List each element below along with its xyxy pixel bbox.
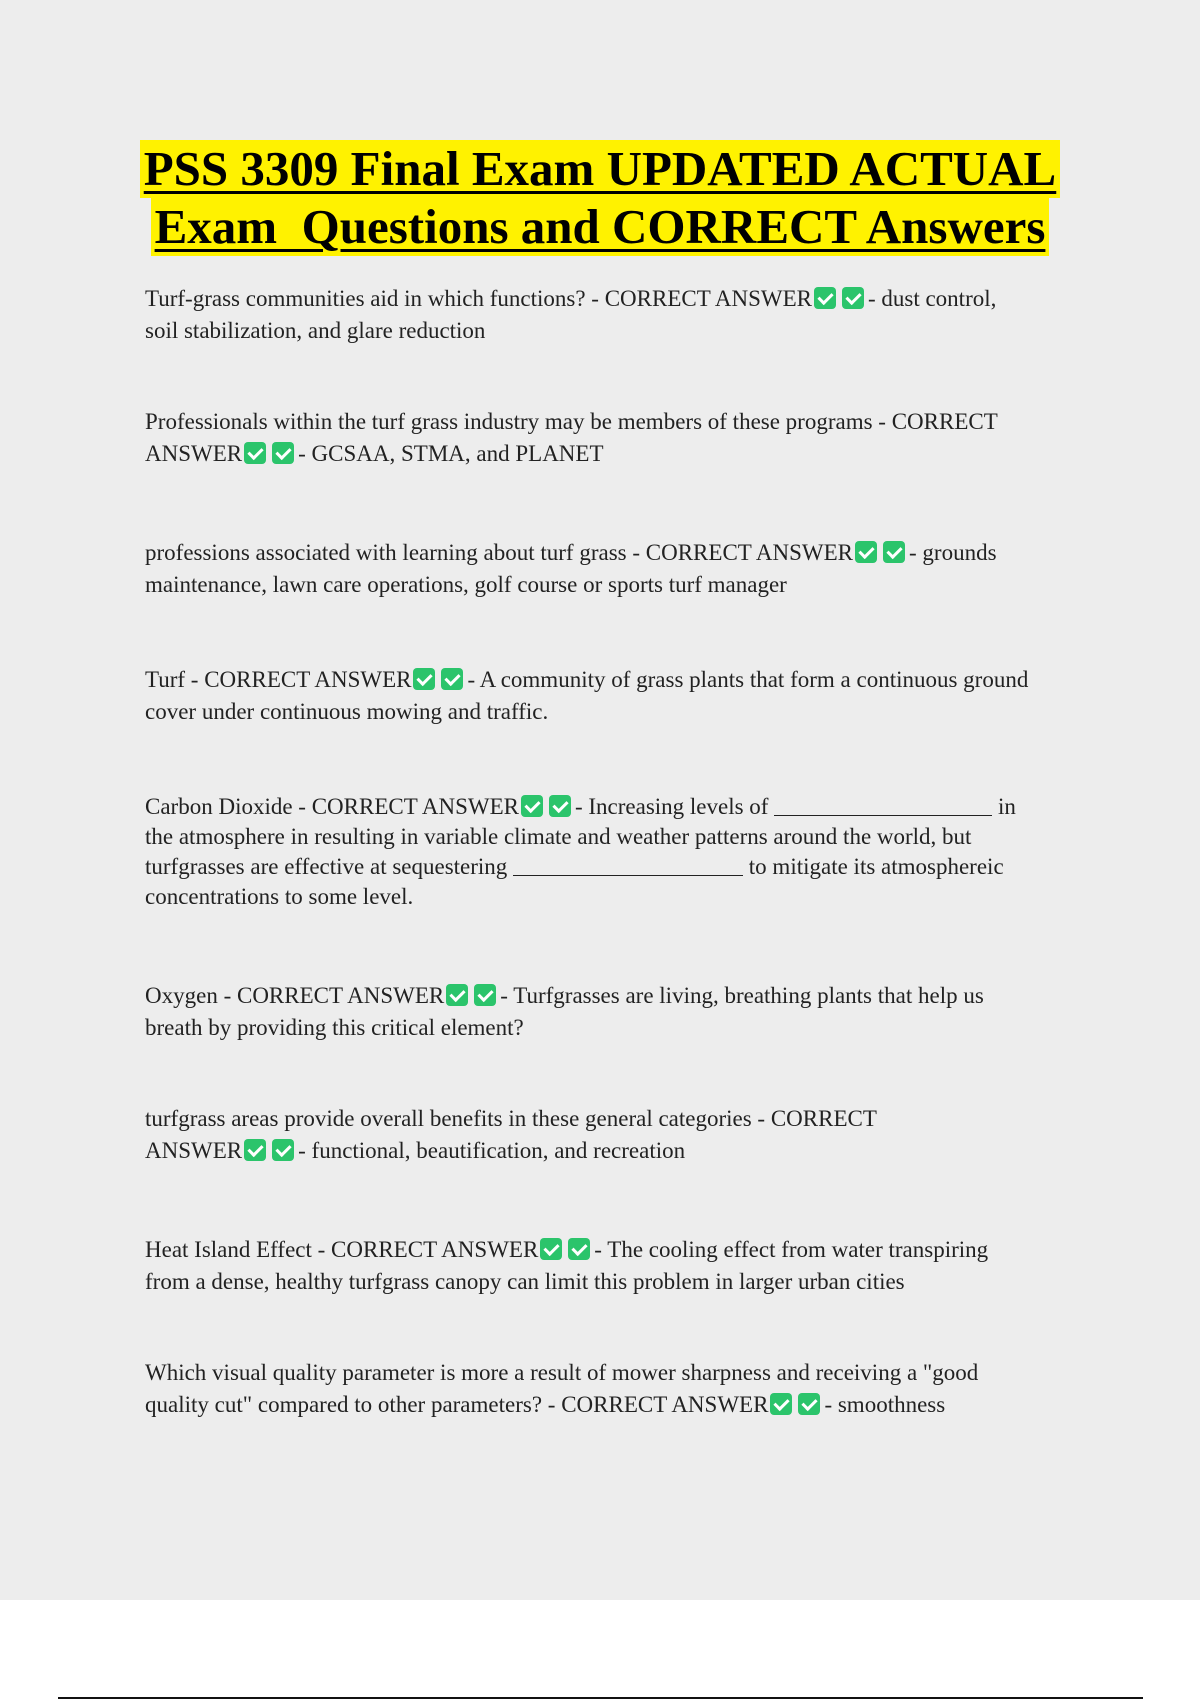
qa-item — [145, 980, 1085, 1044]
check-mark-icon — [474, 984, 496, 1006]
answer-text: - Turfgrasses are living, breathing plants that help us — [500, 983, 984, 1008]
answer-text: - GCSAA, STMA, and PLANET — [298, 441, 604, 466]
question-text-continued: ANSWER — [145, 441, 243, 466]
check-mark-icon — [413, 668, 435, 690]
check-mark-icon — [441, 668, 463, 690]
title-line-1: PSS 3309 Final Exam UPDATED ACTUAL — [140, 140, 1061, 198]
question-text: Turf - CORRECT ANSWER — [145, 667, 412, 692]
check-mark-icon — [446, 984, 468, 1006]
answer-text-continued: concentrations to some level. — [145, 884, 414, 909]
question-text: Carbon Dioxide - CORRECT ANSWER — [145, 794, 519, 819]
answer-text: - A community of grass plants that form a continuous ground — [467, 667, 1029, 692]
check-mark-icon — [549, 795, 571, 817]
check-mark-icon — [883, 541, 905, 563]
question-text: turfgrass areas provide overall benefits in these general categories - CORRECT — [145, 1106, 877, 1131]
qa-item — [145, 1357, 1085, 1421]
answer-text-continued: cover under continuous mowing and traffic. — [145, 699, 549, 724]
answer-text: - smoothness — [824, 1392, 946, 1417]
check-mark-icon — [244, 442, 266, 464]
check-mark-icon — [855, 541, 877, 563]
question-text: professions associated with learning about turf grass - CORRECT ANSWER — [145, 540, 854, 565]
check-mark-icon — [244, 1139, 266, 1161]
answer-text: - Increasing levels of — [574, 794, 769, 819]
question-text-continued: ANSWER — [145, 1138, 243, 1163]
question-text: Which visual quality parameter is more a result of mower sharpness and receiving a "good — [145, 1360, 979, 1385]
fill-in-blank — [774, 793, 992, 816]
qa-item — [145, 664, 1085, 728]
answer-text-continued: the atmosphere in resulting in variable climate and weather patterns around the world, but — [145, 824, 972, 849]
check-mark-icon — [521, 795, 543, 817]
qa-item — [145, 283, 1085, 347]
check-mark-icon — [798, 1393, 820, 1415]
qa-item — [145, 406, 1085, 470]
answer-text: - The cooling effect from water transpiring — [594, 1237, 989, 1262]
check-mark-icon — [568, 1238, 590, 1260]
fill-in-blank — [513, 853, 743, 876]
question-text: Heat Island Effect - CORRECT ANSWER — [145, 1237, 539, 1262]
check-mark-icon — [770, 1393, 792, 1415]
check-mark-icon — [814, 287, 836, 309]
question-text-continued: quality cut" compared to other parameters? - CORRECT ANSWER — [145, 1392, 769, 1417]
qa-item — [145, 1103, 1085, 1167]
check-mark-icon — [272, 442, 294, 464]
qa-item — [145, 792, 1085, 912]
answer-text: - grounds — [909, 540, 997, 565]
answer-text-continued: turfgrasses are effective at sequestering — [145, 854, 508, 879]
footer-divider — [58, 1697, 1143, 1699]
question-text: Professionals within the turf grass industry may be members of these programs - CORRECT — [145, 409, 998, 434]
answer-text-continued: breath by providing this critical element? — [145, 1015, 524, 1040]
answer-text: - functional, beautification, and recreation — [298, 1138, 686, 1163]
answer-text-continued: to mitigate its atmosphereic — [748, 854, 1004, 879]
check-mark-icon — [272, 1139, 294, 1161]
check-mark-icon — [540, 1238, 562, 1260]
check-mark-icon — [842, 287, 864, 309]
qa-item — [145, 1234, 1085, 1298]
question-text: Oxygen - CORRECT ANSWER — [145, 983, 445, 1008]
title-line-2: Exam Questions and CORRECT Answers — [151, 198, 1050, 256]
document-title — [0, 140, 1200, 256]
qa-item — [145, 537, 1085, 601]
question-text: Turf-grass communities aid in which functions? - CORRECT ANSWER — [145, 286, 812, 311]
answer-text: in — [997, 794, 1016, 819]
answer-text-continued: maintenance, lawn care operations, golf course or sports turf manager — [145, 572, 787, 597]
answer-text-continued: from a dense, healthy turfgrass canopy can limit this problem in larger urban cities — [145, 1269, 905, 1294]
answer-text-continued: soil stabilization, and glare reduction — [145, 318, 486, 343]
answer-text: - dust control, — [867, 286, 997, 311]
